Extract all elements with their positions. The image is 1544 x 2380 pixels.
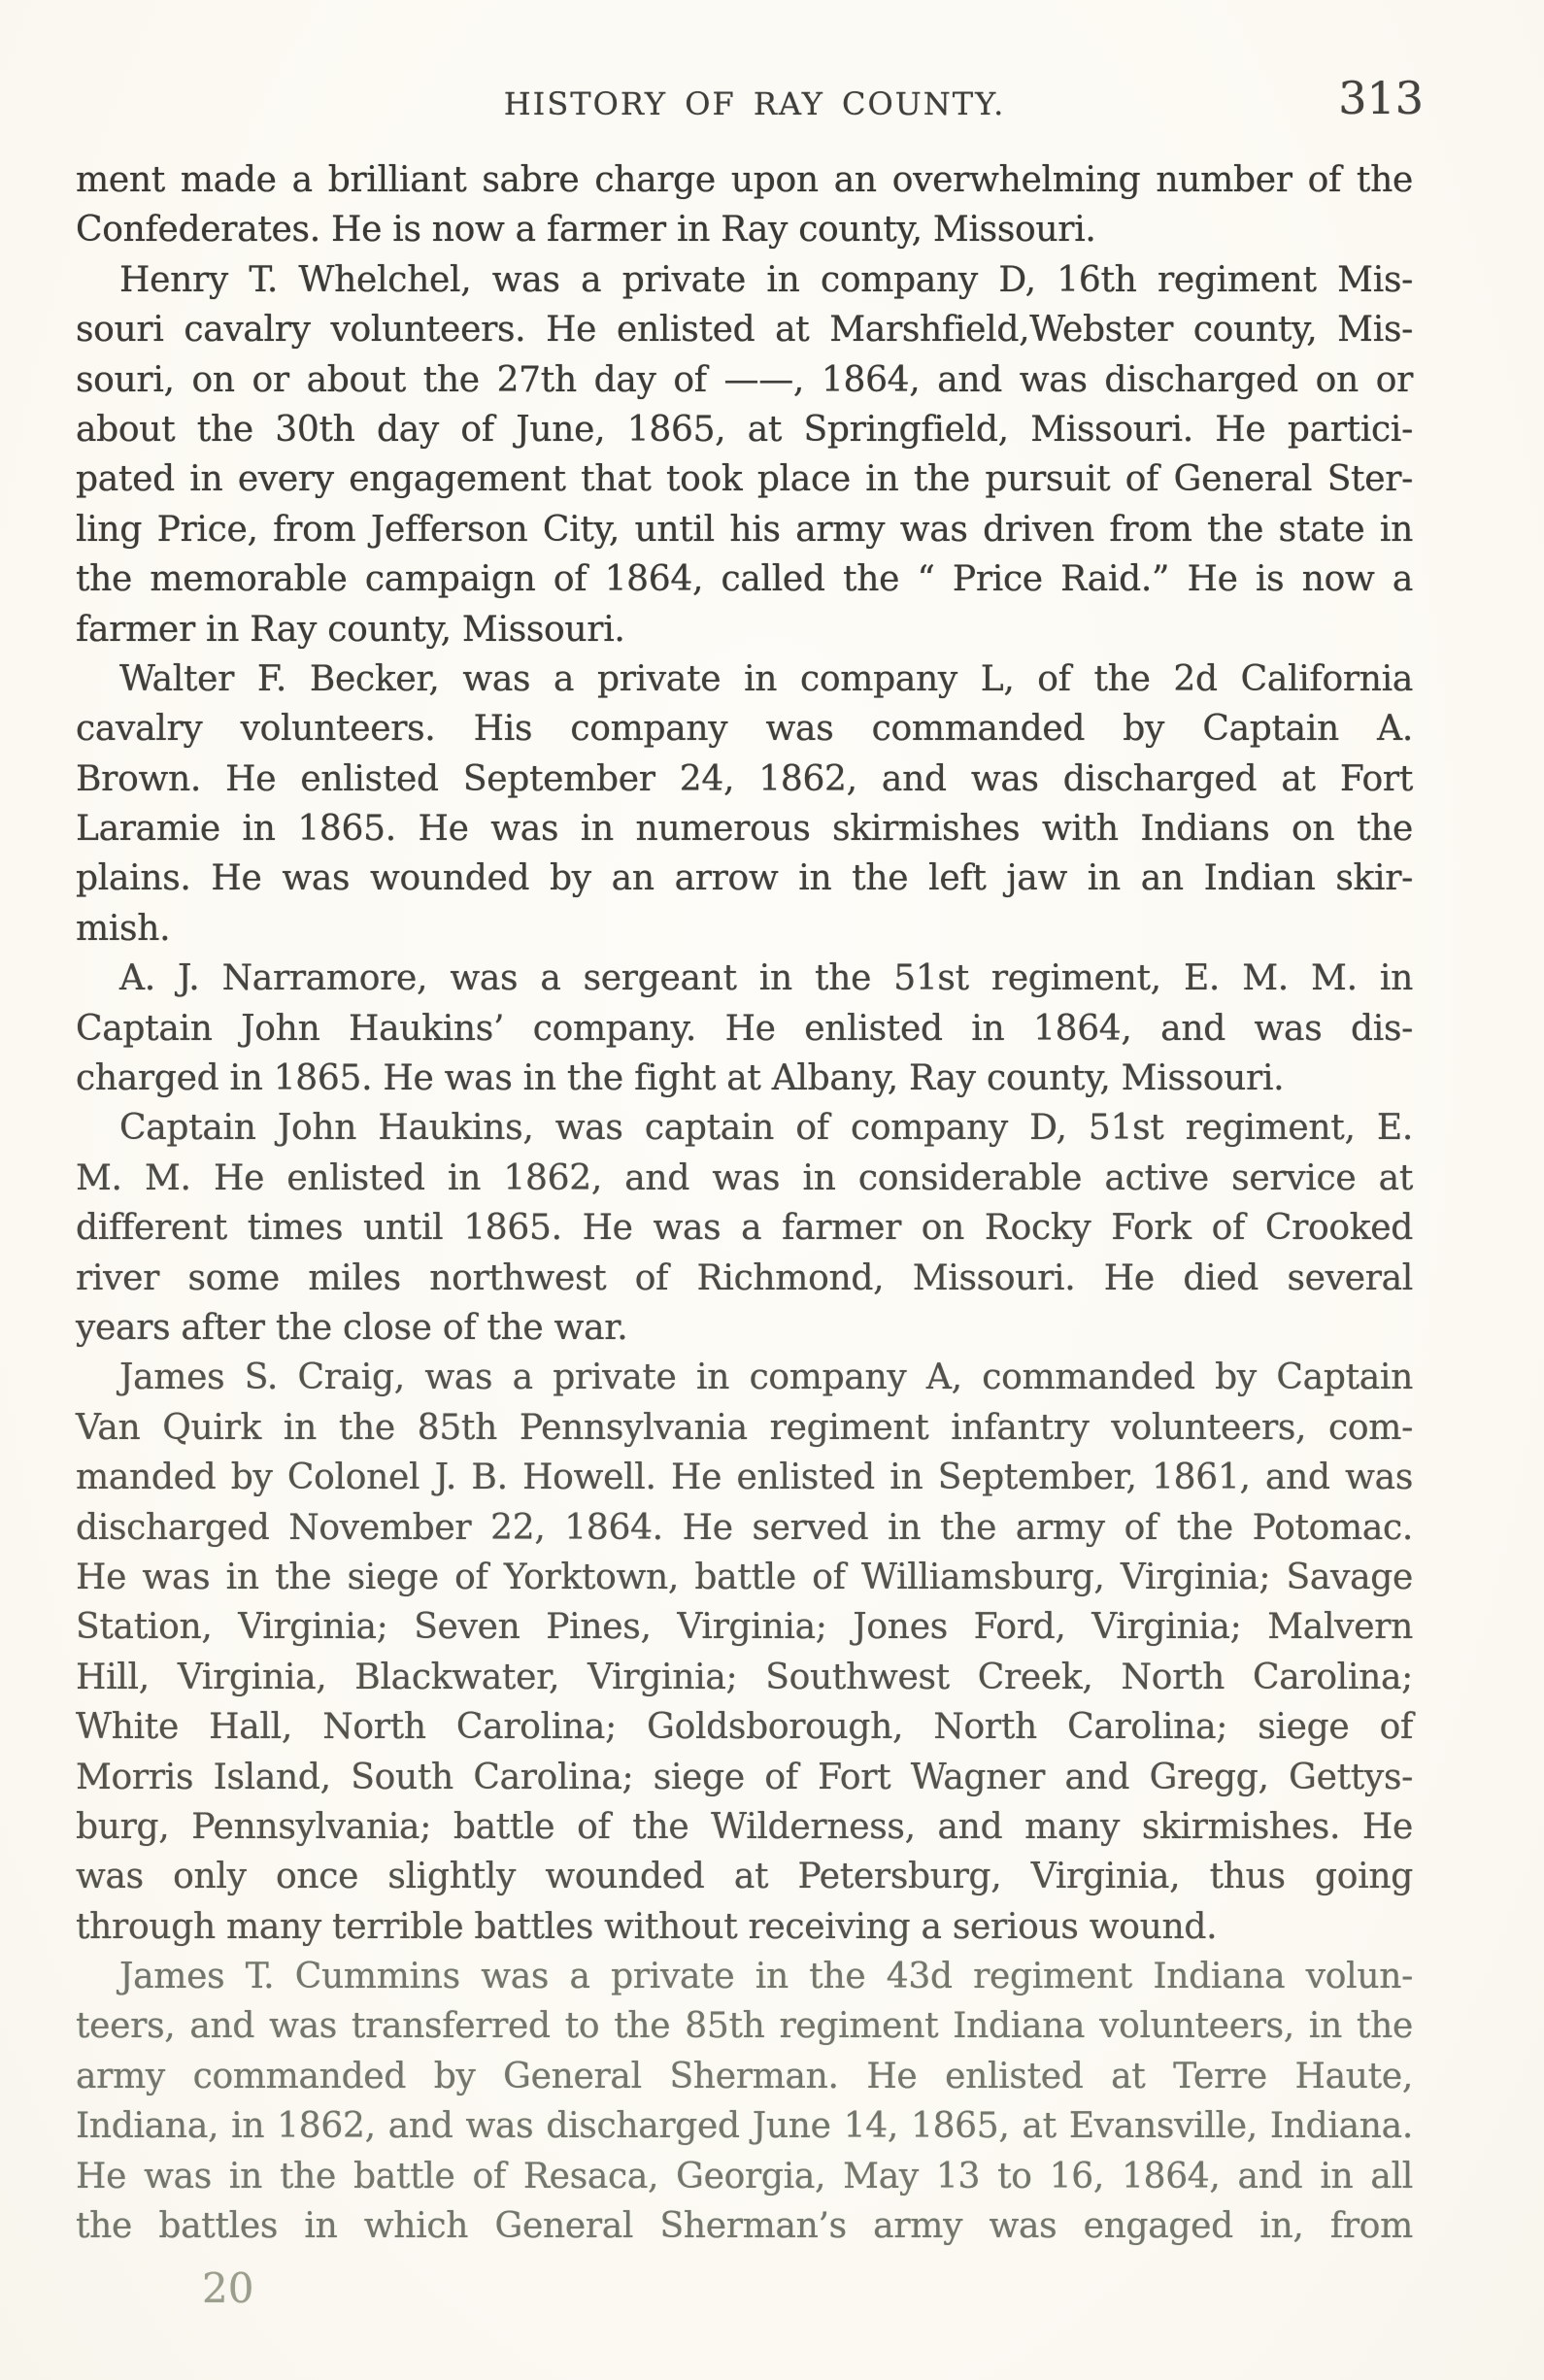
text-line: teers, and was transferred to the 85th regiment Indiana volunteers, in the: [76, 2006, 1413, 2047]
text-line: M. M. He enlisted in 1862, and was in considerable active service at: [76, 1157, 1413, 1198]
text-line: A. J. Narramore, was a sergeant in the 51st regiment, E. M. M. in: [119, 958, 1413, 999]
text-line: cavalry volunteers. His company was commanded by Captain A.: [76, 709, 1413, 750]
text-line: mish.: [76, 908, 171, 949]
text-line: James S. Craig, was a private in company A, commanded by Captain: [119, 1358, 1413, 1398]
text-line: about the 30th day of June, 1865, at Springfield, Missouri. He partici-: [76, 409, 1413, 450]
paragraph-4: [76, 954, 1413, 1103]
text-line: He was in the siege of Yorktown, battle of Williamsburg, Virginia; Savage: [76, 1557, 1413, 1597]
text-line: ling Price, from Jefferson City, until his army was driven from the state in: [76, 509, 1413, 550]
text-line: He was in the battle of Resaca, Georgia, May 13 to 16, 1864, and in all: [76, 2156, 1413, 2196]
text-line: pated in every engagement that took place in the pursuit of General Ster-: [76, 459, 1413, 500]
paragraph-3: [76, 654, 1413, 954]
text-line: souri, on or about the 27th day of ——, 1864, and was discharged on or: [76, 359, 1413, 400]
signature-mark: 20: [202, 2264, 254, 2312]
text-line: Morris Island, South Carolina; siege of Fort Wagner and Gregg, Gettys-: [76, 1757, 1413, 1797]
text-line: White Hall, North Carolina; Goldsborough, North Carolina; siege of: [76, 1707, 1413, 1748]
text-line: discharged November 22, 1864. He served in the army of the Potomac.: [76, 1507, 1413, 1548]
text-line: Henry T. Whelchel, was a private in company D, 16th regiment Mis-: [119, 259, 1413, 300]
text-line: Indiana, in 1862, and was discharged June 14, 1865, at Evansville, Indiana.: [76, 2106, 1413, 2147]
text-line: farmer in Ray county, Missouri.: [76, 609, 625, 650]
text-line: ment made a brilliant sabre charge upon an overwhelming number of the: [76, 160, 1413, 200]
text-line: through many terrible battles without receiving a serious wound.: [76, 1906, 1218, 1947]
text-line: the battles in which General Sherman’s army was engaged in, from: [76, 2206, 1413, 2247]
text-line: the memorable campaign of 1864, called the “ Price Raid.” He is now a: [76, 559, 1413, 600]
text-line: James T. Cummins was a private in the 43d regiment Indiana volun-: [119, 1957, 1413, 1997]
page-number: 313: [1338, 72, 1424, 124]
text-line: Laramie in 1865. He was in numerous skirmishes with Indians on the: [76, 809, 1413, 850]
text-line: was only once slightly wounded at Petersburg, Virginia, thus going: [76, 1857, 1413, 1897]
text-line: Brown. He enlisted September 24, 1862, and was discharged at Fort: [76, 758, 1413, 799]
paragraph-2: [76, 255, 1413, 654]
text-line: Captain John Haukins, was captain of company D, 51st regiment, E.: [119, 1108, 1413, 1149]
text-line: army commanded by General Sherman. He enlisted at Terre Haute,: [76, 2056, 1413, 2096]
text-line: Van Quirk in the 85th Pennsylvania regiment infantry volunteers, com-: [76, 1407, 1413, 1448]
paragraph-7: [76, 1952, 1413, 2251]
text-line: plains. He was wounded by an arrow in the left jaw in an Indian skir-: [76, 858, 1413, 899]
paragraph-5: [76, 1103, 1413, 1353]
page-body-text: [76, 155, 1413, 2251]
paragraph-1: [76, 155, 1413, 255]
text-line: souri cavalry volunteers. He enlisted at Marshfield,Webster county, Mis-: [76, 310, 1413, 351]
text-line: Confederates. He is now a farmer in Ray county, Missouri.: [76, 210, 1096, 251]
running-header: [0, 72, 1544, 128]
text-line: manded by Colonel J. B. Howell. He enlisted in September, 1861, and was: [76, 1458, 1413, 1498]
text-line: Walter F. Becker, was a private in company L, of the 2d California: [119, 658, 1413, 699]
paragraph-6: [76, 1353, 1413, 1952]
text-line: Hill, Virginia, Blackwater, Virginia; Southwest Creek, North Carolina;: [76, 1657, 1413, 1697]
text-line: Captain John Haukins’ company. He enlisted in 1864, and was dis-: [76, 1008, 1413, 1049]
text-line: burg, Pennsylvania; battle of the Wilderness, and many skirmishes. He: [76, 1806, 1413, 1847]
text-line: Station, Virginia; Seven Pines, Virginia; Jones Ford, Virginia; Malvern: [76, 1607, 1413, 1648]
text-line: different times until 1865. He was a farmer on Rocky Fork of Crooked: [76, 1208, 1413, 1249]
text-line: river some miles northwest of Richmond, Missouri. He died several: [76, 1257, 1413, 1298]
text-line: years after the close of the war.: [76, 1307, 628, 1348]
running-header-title: HISTORY OF RAY COUNTY.: [503, 85, 1006, 122]
text-line: charged in 1865. He was in the fight at Albany, Ray county, Missouri.: [76, 1058, 1285, 1099]
